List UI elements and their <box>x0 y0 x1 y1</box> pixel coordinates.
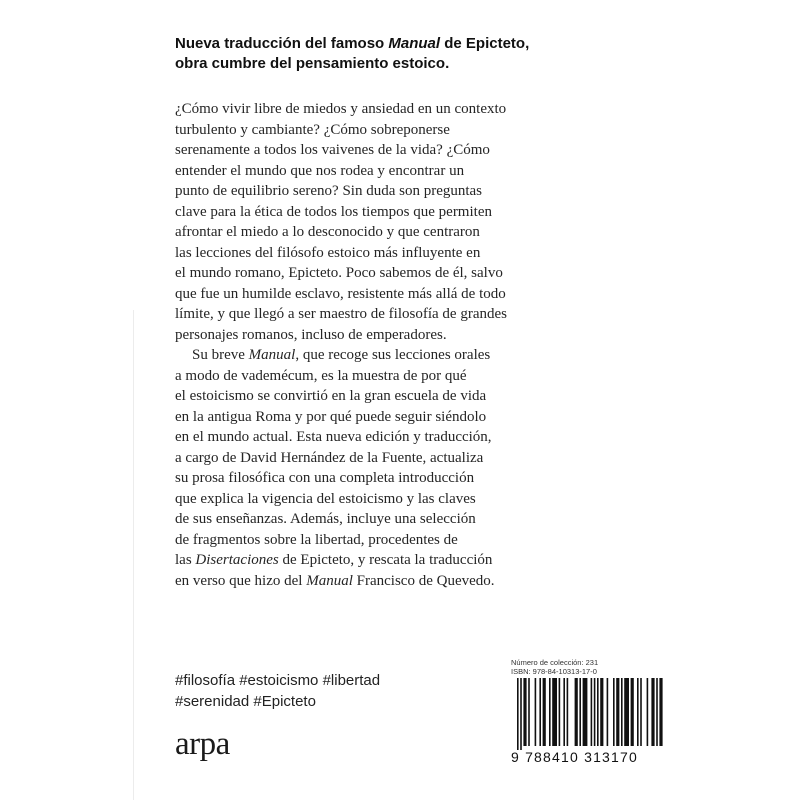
blurb <box>175 99 595 591</box>
text-line: su prosa filosófica con una completa introducción <box>175 470 475 486</box>
barcode-block <box>511 658 671 768</box>
text-line: las lecciones del filósofo estoico más influyente en <box>175 244 481 261</box>
barcode-bar <box>600 678 603 746</box>
text-line: entender el mundo que nos rodea y encontrar un <box>175 162 465 179</box>
headline-line-2: obra cumbre del pensamiento estoico. <box>175 55 450 72</box>
text-line: que explica la vigencia del estoicismo y las claves <box>175 490 476 507</box>
text-span: Francisco de Quevedo. <box>352 572 495 589</box>
text-line: punto de equilibrio sereno? Sin duda son preguntas <box>175 183 483 199</box>
text-span: en verso que hizo del <box>175 572 307 589</box>
barcode-bar <box>523 678 526 746</box>
text-line: a cargo de David Hernández de la Fuente, actualiza <box>175 449 484 466</box>
text-line: en el mundo actual. Esta nueva edición y traducción, <box>175 429 492 445</box>
text-line: ¿Cómo vivir libre de miedos y ansiedad en un contexto <box>175 101 507 117</box>
barcode-bar <box>563 678 565 746</box>
text-span: de Epicteto, y rescata la traducción <box>278 552 493 568</box>
barcode-bar <box>594 678 596 746</box>
publisher-logo: arpa <box>175 726 230 762</box>
barcode-bar <box>543 678 546 746</box>
barcode-bar <box>624 678 629 746</box>
barcode-bar <box>575 678 578 746</box>
fold-line <box>133 310 134 800</box>
hashtags-line-1: #filosofía #estoicismo #libertad <box>175 672 381 689</box>
text-line: de fragmentos sobre la libertad, procedentes de <box>175 531 458 548</box>
barcode-bar <box>656 678 658 746</box>
hashtags <box>175 670 475 712</box>
text-line: el mundo romano, Epicteto. Poco sabemos de él, salvo <box>175 265 503 281</box>
barcode-icon <box>511 678 671 750</box>
barcode-bar <box>528 678 530 746</box>
headline-text: de Epicteto, <box>440 35 530 52</box>
barcode-bar <box>583 678 588 746</box>
barcode-bar <box>520 678 522 750</box>
text-span: , que recoge sus lecciones orales <box>295 347 491 363</box>
barcode-bar <box>631 678 634 746</box>
barcode-bar <box>597 678 599 746</box>
collection-number: Número de colección: 231 <box>511 658 599 667</box>
italic-title: Disertaciones <box>195 552 279 568</box>
text-line <box>175 571 595 592</box>
barcode-bar <box>539 678 541 746</box>
barcode-bar <box>613 678 615 746</box>
barcode-bar <box>659 678 662 746</box>
barcode-bar <box>579 678 581 746</box>
hashtags-line-2: #serenidad #Epicteto <box>175 693 316 710</box>
text-line: personajes romanos, incluso de emperadores. <box>175 326 447 343</box>
barcode-bar <box>559 678 561 746</box>
headline-line-1 <box>175 34 645 54</box>
italic-title: Manual <box>306 572 353 589</box>
text-line: en la antigua Roma y por qué puede seguir siéndolo <box>175 408 487 425</box>
italic-title: Manual <box>248 347 296 363</box>
text-span: Su breve <box>192 347 249 363</box>
barcode-bar <box>535 678 537 746</box>
text-span: las <box>175 552 196 568</box>
text-line <box>175 550 595 571</box>
text-line: afrontar el miedo a lo desconocido y que centraron <box>175 224 480 240</box>
text-line: límite, y que llegó a ser maestro de filosofía de grandes <box>175 306 507 322</box>
text-line: a modo de vademécum, es la muestra de por qué <box>175 367 467 384</box>
barcode-bar <box>591 678 593 746</box>
text-line: serenamente a todos los vaivenes de la vida? ¿Cómo <box>175 142 490 158</box>
text-line <box>175 345 595 366</box>
barcode-bar <box>651 678 654 746</box>
barcode-bar <box>567 678 569 746</box>
headline-text: Nueva traducción del famoso <box>175 35 389 52</box>
barcode-bar <box>549 678 551 746</box>
barcode-digits: 9 788410 313170 <box>511 749 638 765</box>
barcode-bar <box>647 678 649 746</box>
barcode-bar <box>621 678 623 746</box>
barcode-bar <box>552 678 557 746</box>
barcode-bar <box>640 678 642 746</box>
paragraph-2 <box>175 345 595 591</box>
barcode-bar <box>616 678 619 746</box>
text-line: que fue un humilde esclavo, resistente más allá de todo <box>175 285 506 302</box>
text-line: de sus enseñanzas. Además, incluye una selección <box>175 511 476 527</box>
text-line: el estoicismo se convirtió en la gran escuela de vida <box>175 388 487 404</box>
text-line: clave para la ética de todos los tiempos que permiten <box>175 203 492 220</box>
text-line: turbulento y cambiante? ¿Cómo sobreponerse <box>175 121 450 138</box>
paragraph-1 <box>175 99 595 345</box>
barcode-bar <box>517 678 519 750</box>
headline-italic-title: Manual <box>388 35 441 52</box>
headline <box>175 34 645 74</box>
barcode-bar <box>637 678 639 746</box>
barcode-bar <box>607 678 609 746</box>
isbn-label: ISBN: 978-84-10313-17-0 <box>511 667 597 676</box>
